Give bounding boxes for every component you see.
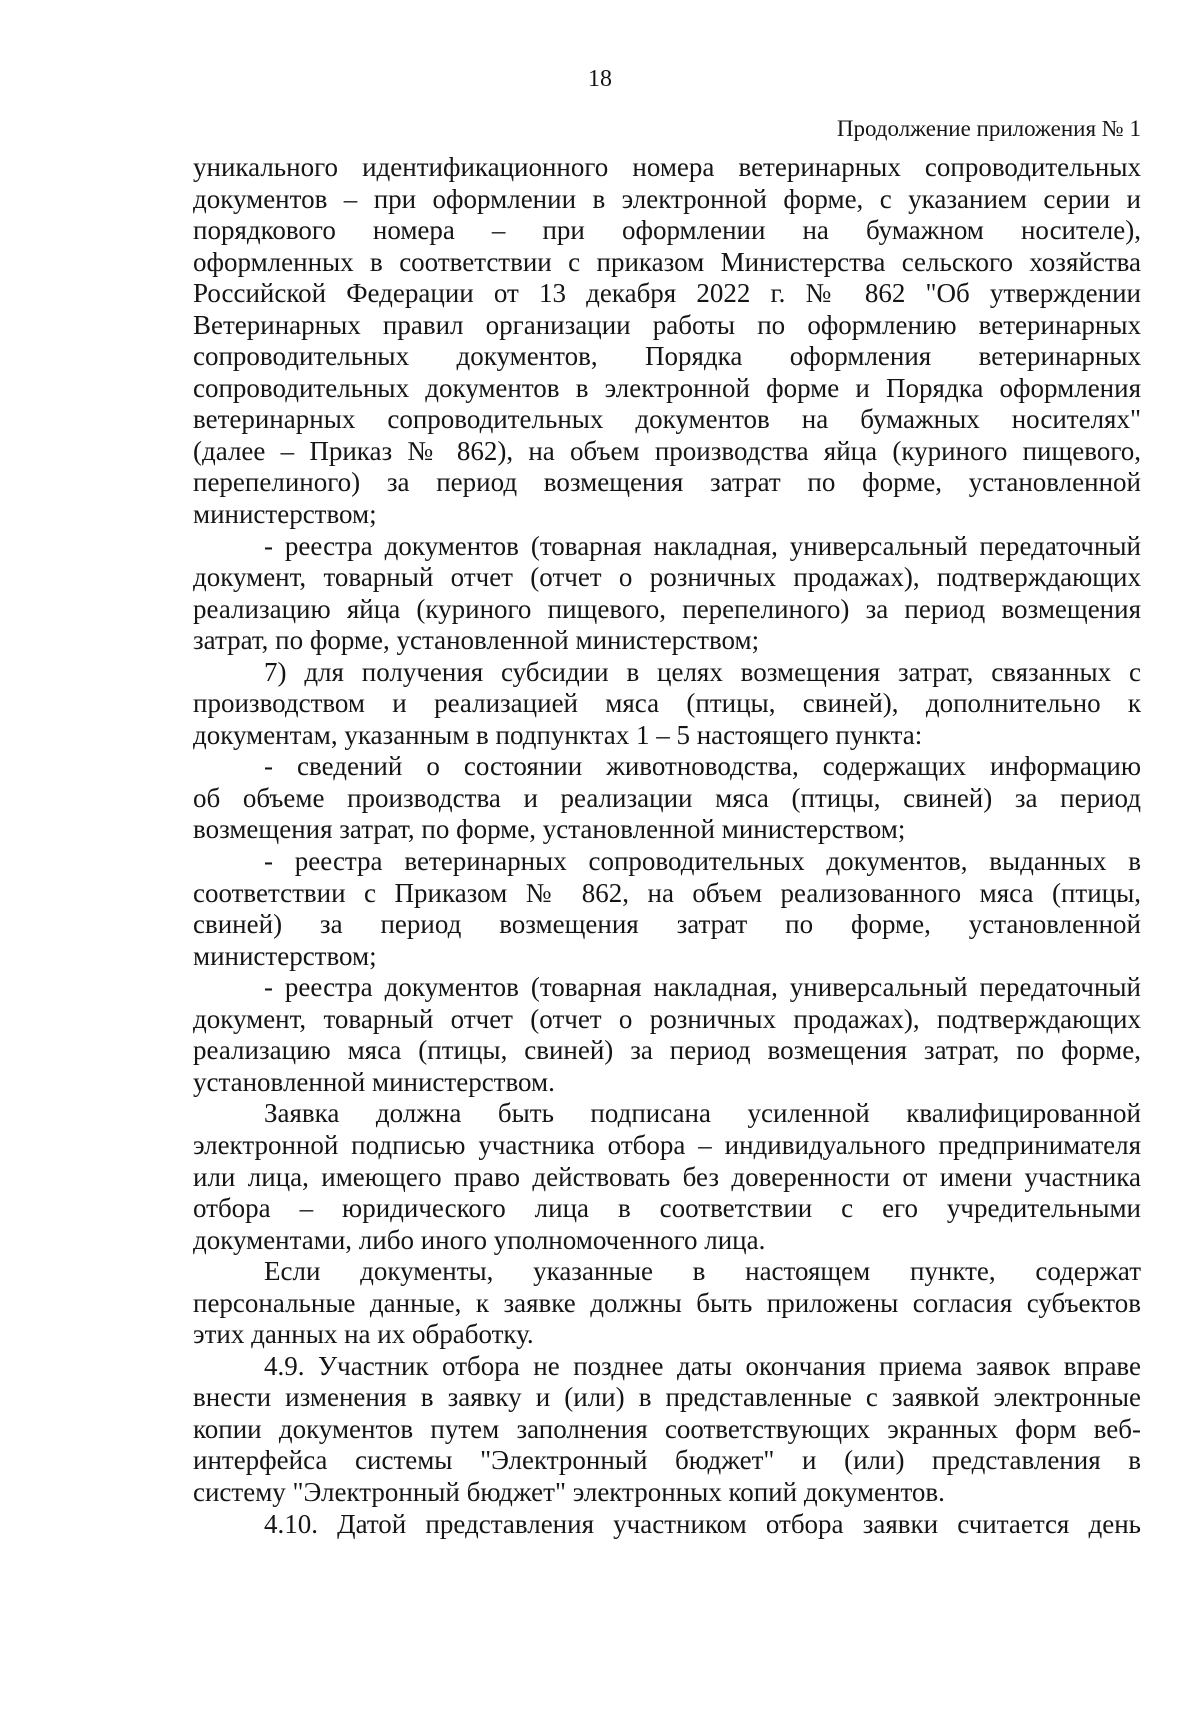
text-line: электронной подписью участника отбора – индивидуального предпринимателя <box>193 1129 1141 1160</box>
text-line: этих данных на их обработку. <box>193 1319 534 1350</box>
text-line: сопроводительных документов в электронной форме и Порядка оформления <box>193 372 1141 403</box>
text-line: документам, указанным в подпунктах 1 – 5 настоящего пункта: <box>193 719 923 750</box>
text-line: оформленных в соответствии с приказом Министерства сельского хозяйства <box>193 246 1141 277</box>
text-line: ветеринарных сопроводительных документов на бумажных носителях" <box>193 404 1141 435</box>
text-line: копии документов путем заполнения соответствующих экранных форм веб- <box>193 1413 1141 1444</box>
text-line: Заявка должна быть подписана усиленной квалифицированной <box>264 1098 1141 1129</box>
text-line: установленной министерством. <box>193 1066 555 1097</box>
appendix-continuation-note: Продолжение приложения № 1 <box>836 116 1141 141</box>
text-line: министерством; <box>193 940 377 971</box>
text-line: порядкового номера – при оформлении на бумажном носителе), <box>193 215 1141 246</box>
text-line: об объеме производства и реализации мяса (птицы, свиней) за период <box>193 782 1141 813</box>
text-line: соответствии с Приказом № 862, на объем реализованного мяса (птицы, <box>193 877 1141 908</box>
text-line: отбора – юридического лица в соответствии с его учредительными <box>193 1193 1141 1224</box>
text-line: или лица, имеющего право действовать без доверенности от имени участника <box>193 1161 1141 1192</box>
text-line: внести изменения в заявку и (или) в представленные с заявкой электронные <box>193 1382 1141 1413</box>
text-line: - реестра ветеринарных сопроводительных документов, выданных в <box>264 846 1141 877</box>
text-line: документ, товарный отчет (отчет о розничных продажах), подтверждающих <box>193 1003 1141 1034</box>
text-line: персональные данные, к заявке должны быть приложены согласия субъектов <box>193 1287 1141 1318</box>
page-number: 18 <box>588 66 612 92</box>
text-line: - сведений о состоянии животноводства, содержащих информацию <box>264 751 1141 782</box>
text-line: документами, либо иного уполномоченного лица. <box>193 1224 766 1255</box>
text-line: - реестра документов (товарная накладная, универсальный передаточный <box>264 530 1141 561</box>
text-line: Если документы, указанные в настоящем пункте, содержат <box>264 1256 1141 1287</box>
text-line: 4.10. Датой представления участником отбора заявки считается день <box>264 1508 1141 1539</box>
text-line: - реестра документов (товарная накладная, универсальный передаточный <box>264 972 1141 1003</box>
text-line: реализацию мяса (птицы, свиней) за период возмещения затрат, по форме, <box>193 1035 1141 1066</box>
text-line: систему "Электронный бюджет" электронных копий документов. <box>193 1476 945 1507</box>
text-line: реализацию яйца (куриного пищевого, перепелиного) за период возмещения <box>193 593 1141 624</box>
document-body <box>193 152 1141 1540</box>
text-line: свиней) за период возмещения затрат по форме, установленной <box>193 909 1141 940</box>
text-line: перепелиного) за период возмещения затрат по форме, установленной <box>193 467 1141 498</box>
text-line: возмещения затрат, по форме, установленной министерством; <box>193 814 906 845</box>
text-line: производством и реализацией мяса (птицы, свиней), дополнительно к <box>193 688 1141 719</box>
text-line: интерфейса системы "Электронный бюджет" и (или) представления в <box>193 1445 1141 1476</box>
text-line: уникального идентификационного номера ветеринарных сопроводительных <box>193 152 1141 182</box>
text-line: (далее – Приказ № 862), на объем производства яйца (куриного пищевого, <box>193 435 1141 466</box>
text-line: затрат, по форме, установленной министерством; <box>193 625 760 656</box>
text-line: документ, товарный отчет (отчет о розничных продажах), подтверждающих <box>193 562 1141 593</box>
text-line: 4.9. Участник отбора не позднее даты окончания приема заявок вправе <box>264 1350 1141 1381</box>
text-line: 7) для получения субсидии в целях возмещения затрат, связанных с <box>264 656 1141 687</box>
text-line: Ветеринарных правил организации работы по оформлению ветеринарных <box>193 309 1141 340</box>
text-line: министерством; <box>193 499 377 530</box>
text-line: сопроводительных документов, Порядка оформления ветеринарных <box>193 341 1141 372</box>
text-line: Российской Федерации от 13 декабря 2022 г. № 862 "Об утверждении <box>193 278 1141 309</box>
text-line: документов – при оформлении в электронной форме, с указанием серии и <box>193 183 1141 214</box>
